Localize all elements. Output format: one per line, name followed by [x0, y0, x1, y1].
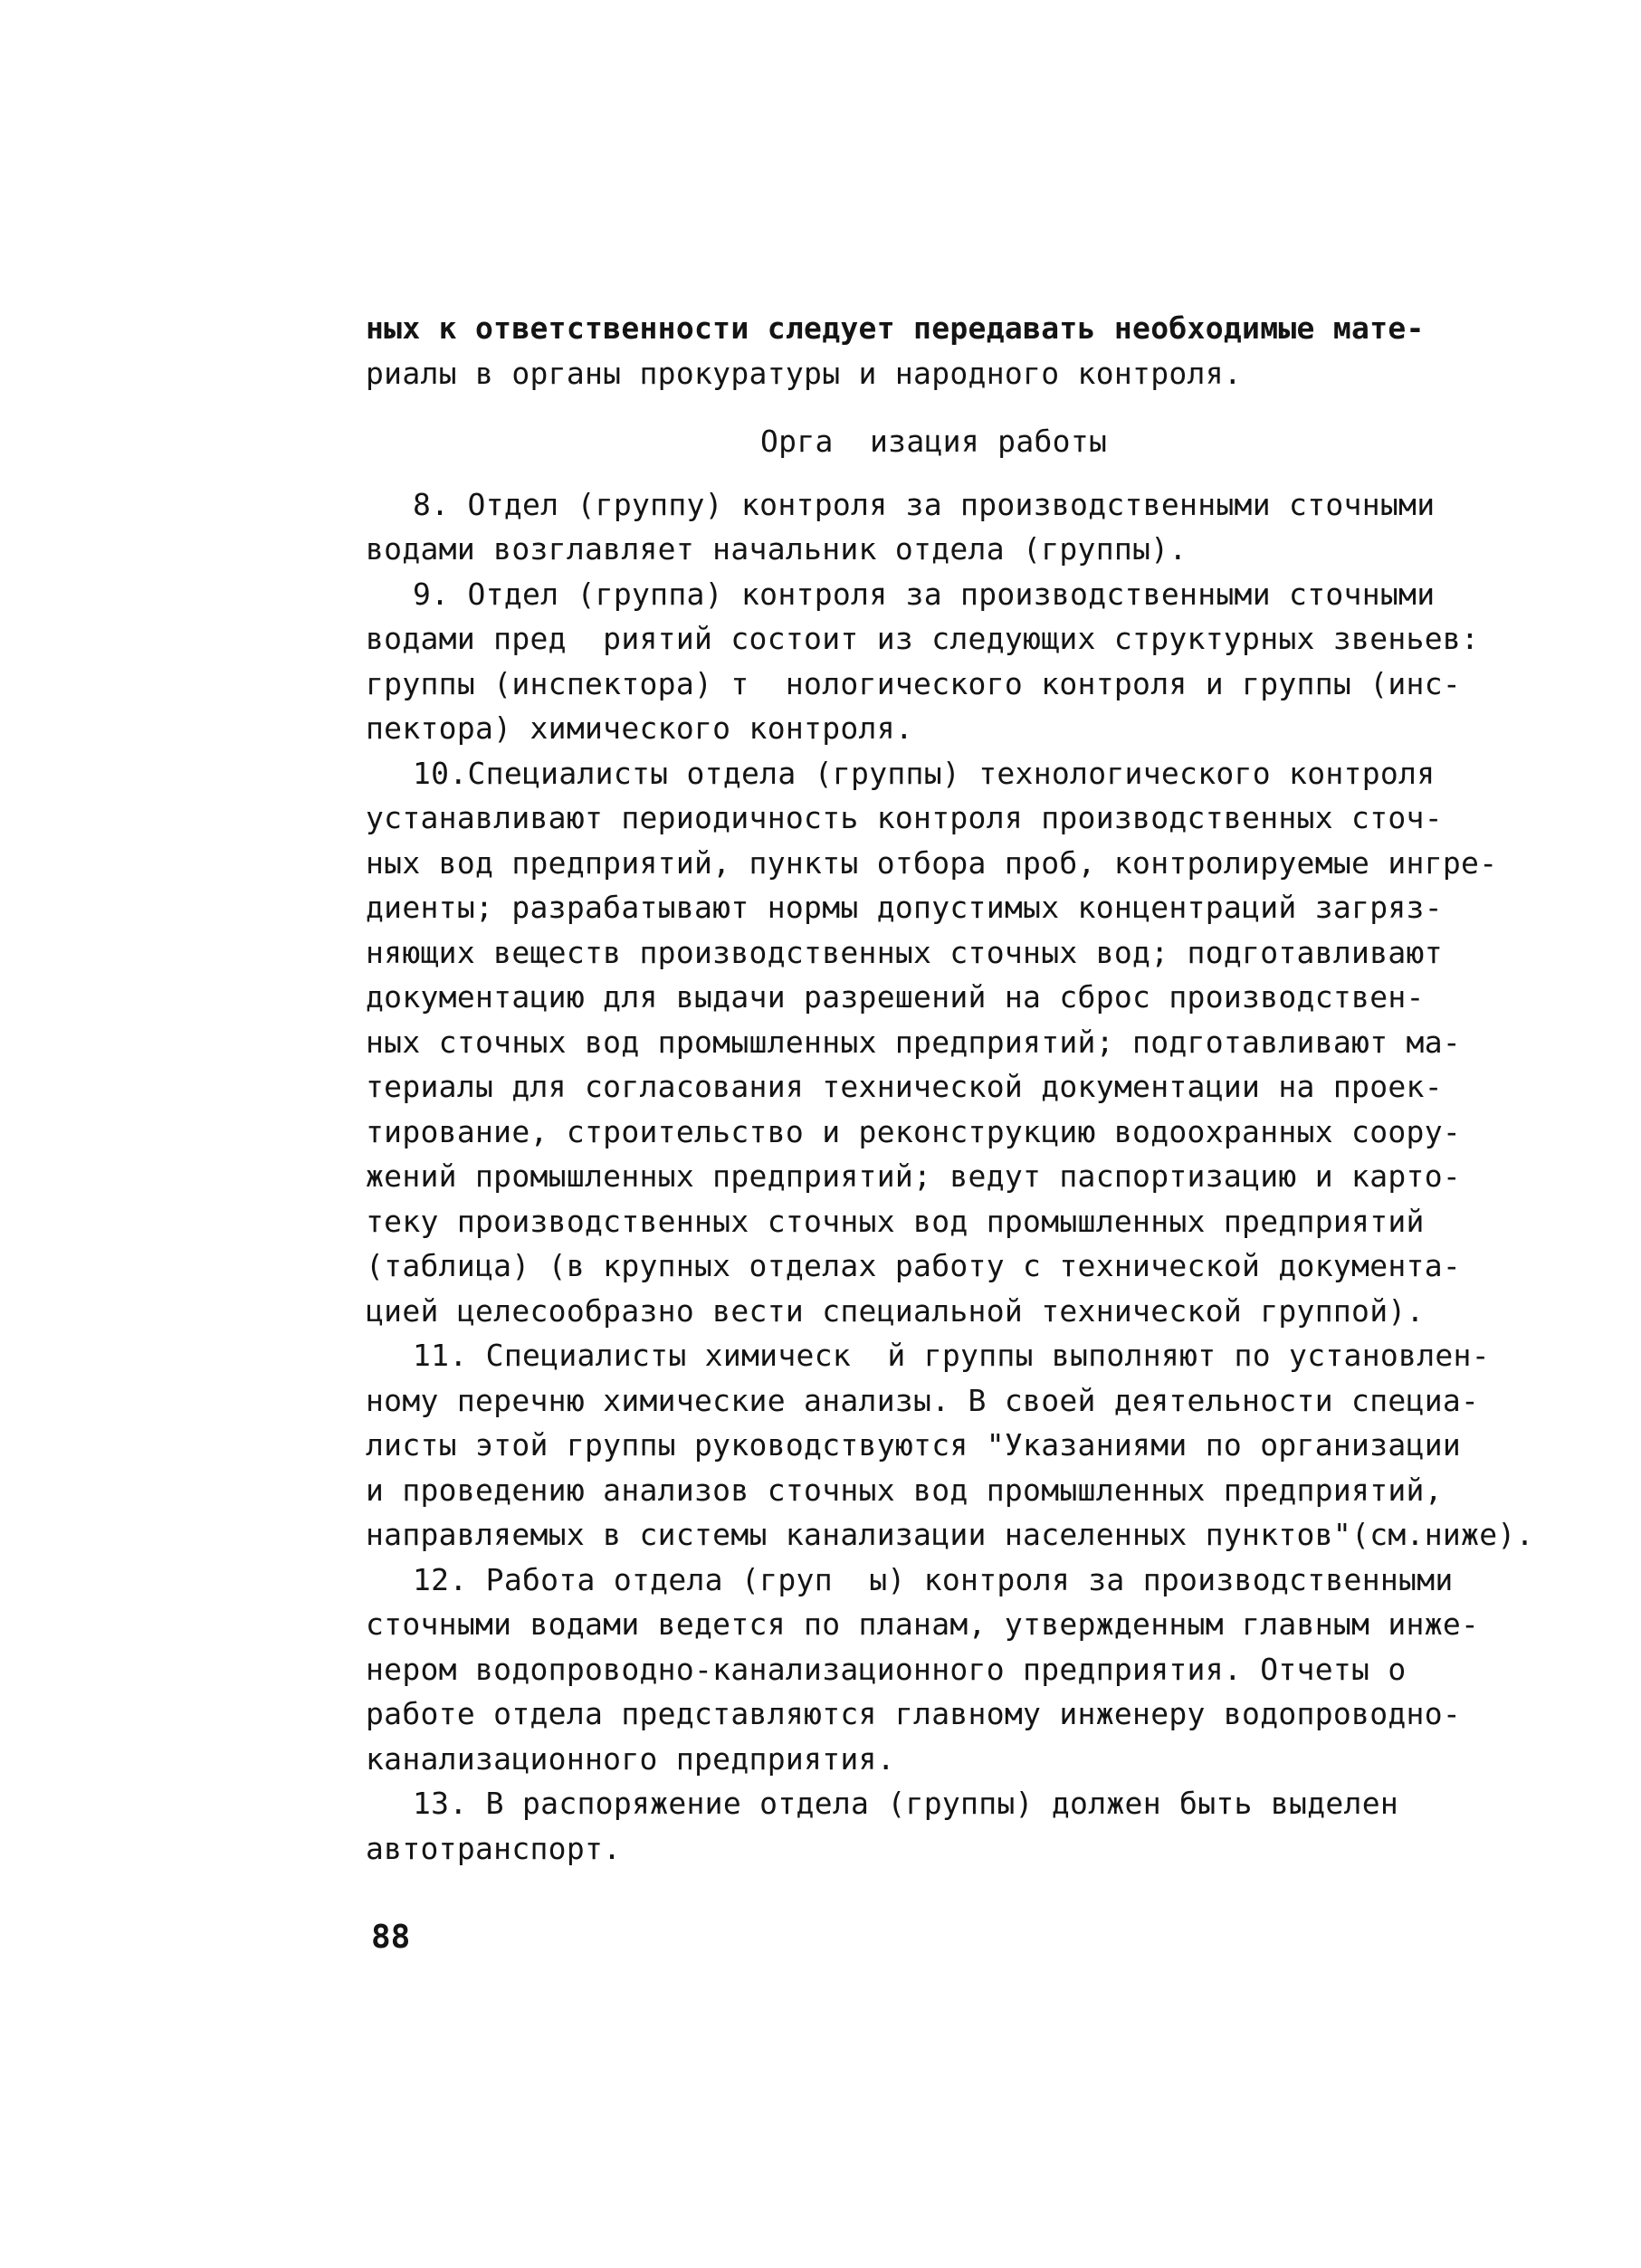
- text-line: ных вод предприятий, пункты отбора проб, контролируемые ингре-: [366, 844, 1498, 881]
- page-number: 88: [371, 1919, 411, 1956]
- text-line: 12. Работа отдела (груп ы) контроля за производственными: [413, 1561, 1454, 1597]
- text-line: водами возглавляет начальник отдела (группы).: [366, 531, 1188, 567]
- text-line: 9. Отдел (группа) контроля за производственными сточными: [413, 576, 1436, 612]
- document-text: [366, 306, 1542, 1871]
- text-line: канализационного предприятия.: [366, 1740, 895, 1777]
- text-line: (таблица) (в крупных отделах работу с технической документа-: [366, 1248, 1462, 1283]
- text-line: диенты; разрабатывают нормы допустимых концентраций загряз-: [366, 890, 1443, 925]
- text-line: риалы в органы прокуратуры и народного контроля.: [366, 355, 1243, 391]
- text-line: группы (инспектора) т нологического контроля и группы (инс-: [366, 665, 1462, 701]
- text-line: ному перечню химические анализы. В своей деятельности специа-: [366, 1382, 1480, 1418]
- text-line: и проведению анализов сточных вод промышленных предприятий,: [366, 1472, 1443, 1508]
- text-line: документацию для выдачи разрешений на сброс производствен-: [366, 979, 1425, 1015]
- text-line: пектора) химического контроля.: [366, 710, 914, 746]
- section-heading: Орга изация работы: [760, 424, 1108, 459]
- text-line: ных сточных вод промышленных предприятий; подготавливают ма-: [366, 1024, 1462, 1060]
- text-line: териалы для согласования технической документации на проек-: [366, 1069, 1443, 1104]
- text-line: 13. В распоряжение отдела (группы) должен быть выделен: [413, 1786, 1399, 1821]
- text-line: ных к ответственности следует передавать необходимые мате-: [366, 310, 1425, 346]
- text-line: устанавливают периодичность контроля производственных сточ-: [366, 800, 1443, 835]
- text-line: работе отдела представляются главному инженеру водопроводно-: [366, 1696, 1462, 1731]
- text-line: 10.Специалисты отдела (группы) технологического контроля: [413, 755, 1436, 791]
- text-line: листы этой группы руководствуются "Указаниями по организации: [366, 1427, 1462, 1463]
- text-line: водами пред риятий состоит из следующих структурных звеньев:: [366, 621, 1480, 656]
- text-line: цией целесообразно вести специальной технической группой).: [366, 1292, 1425, 1329]
- text-line: тирование, строительство и реконструкцию водоохранных соору-: [366, 1113, 1462, 1149]
- text-line: 11. Специалисты химическ й группы выполняют по установлен-: [413, 1338, 1490, 1373]
- text-line: направляемых в системы канализации населенных пунктов"(см.ниже).: [366, 1517, 1534, 1552]
- text-line: жений промышленных предприятий; ведут паспортизацию и карто-: [366, 1158, 1462, 1194]
- text-line: сточными водами ведется по планам, утвержденным главным инже-: [366, 1606, 1480, 1642]
- text-line: нером водопроводно-канализационного предприятия. Отчеты о: [366, 1651, 1407, 1687]
- text-line: няющих веществ производственных сточных вод; подготавливают: [366, 934, 1443, 970]
- text-line: автотранспорт.: [366, 1830, 622, 1866]
- text-line: 8. Отдел (группу) контроля за производственными сточными: [413, 486, 1436, 522]
- text-line: теку производственных сточных вод промышленных предприятий: [366, 1203, 1425, 1239]
